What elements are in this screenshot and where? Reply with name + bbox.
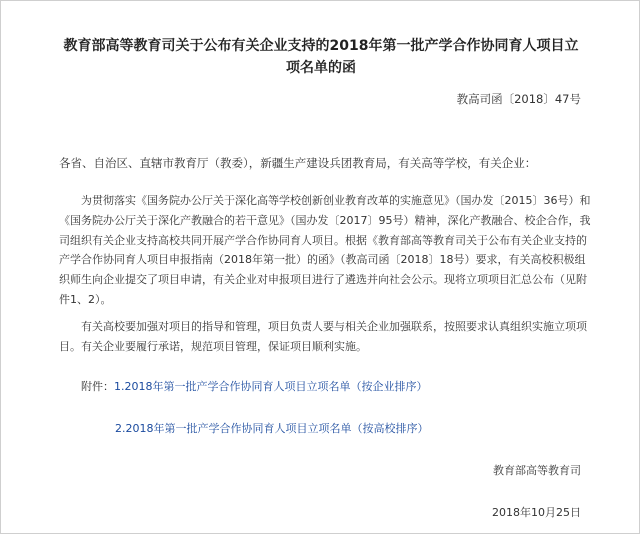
document-number: 教高司函〔2018〕47号 (456, 92, 581, 106)
attachment-row-1 (81, 378, 581, 396)
body-paragraph-1: 为贯彻落实《国务院办公厅关于深化高等学校创新创业教育改革的实施意见》（国办发〔2015〕36号）和《国务院办公厅关于深化产教融合的若干意见》（国办发〔2017〕95号）精神，深化产教融合、校企合作，我司组织有关企业支持高校共同开展产学合作协同育人项目。根据《教育部高等教育司关于公布有关企业支持的产学合作协同育人项目申报指南（2018年第一批）的函》（教高司函〔2018〕18号）要求，有关高校积极组织师生向企业提交了项目申请，有关企业对申报项目进行了遴选并向社会公示。现将立项项目汇总公布（见附件1、2）。 (59, 194, 591, 306)
issuer-signature: 教育部高等教育司 (493, 464, 581, 477)
body-paragraph-2: 有关高校要加强对项目的指导和管理，项目负责人要与相关企业加强联系，按照要求认真组织实施立项项目。有关企业要履行承诺，规范项目管理，保证项目顺利实施。 (59, 320, 587, 353)
salutation: 各省、自治区、直辖市教育厅（教委），新疆生产建设兵团教育局，有关高等学校，有关企业： (59, 156, 537, 170)
attachments-section (81, 378, 581, 438)
attachment-link-by-enterprise[interactable]: 1.2018年第一批产学合作协同育人项目立项名单（按企业排序） (114, 380, 428, 393)
issue-date: 2018年10月25日 (492, 506, 581, 519)
attachment-row-2 (81, 420, 581, 438)
document-title: 教育部高等教育司关于公布有关企业支持的2018年第一批产学合作协同育人项目立项名单的函 (63, 38, 579, 76)
attachments-label: 附件： (81, 380, 114, 393)
attachment-link-by-university[interactable]: 2.2018年第一批产学合作协同育人项目立项名单（按高校排序） (115, 422, 429, 435)
